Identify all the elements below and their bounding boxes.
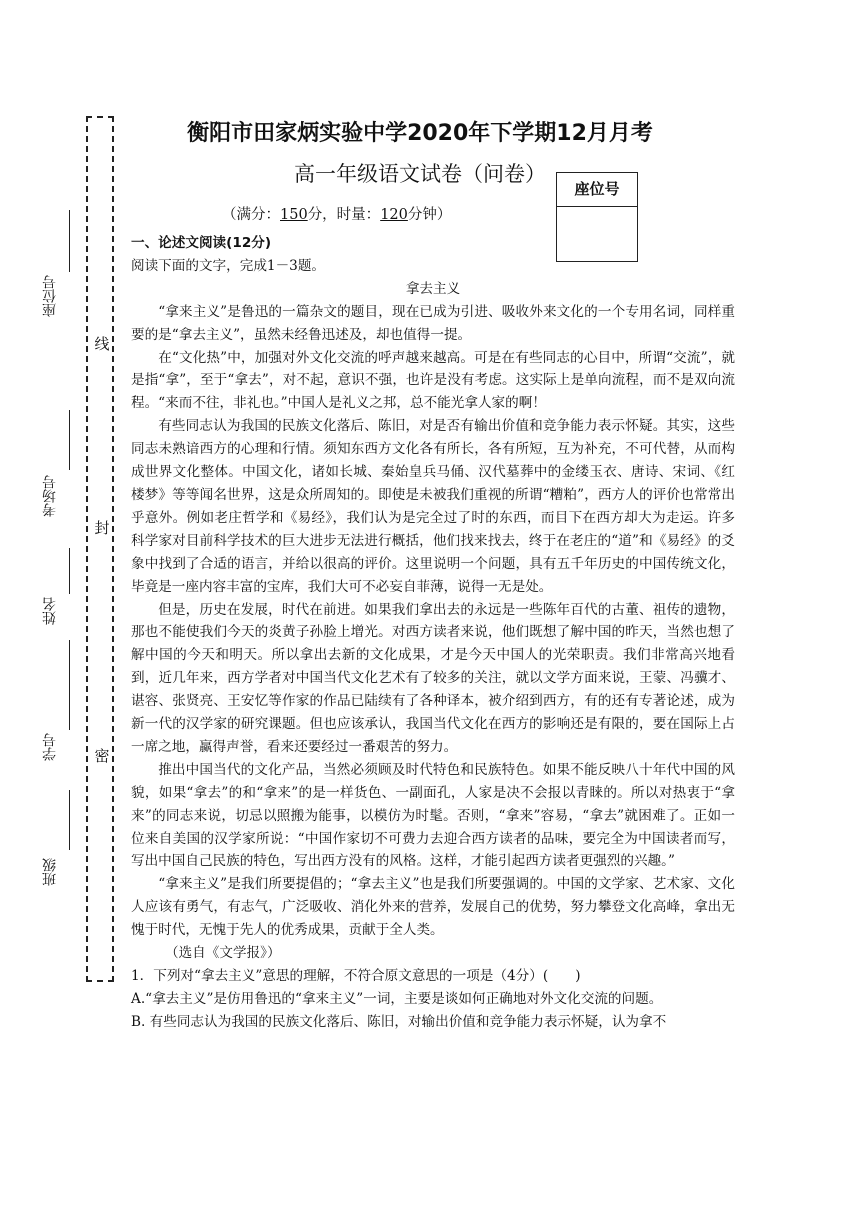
field-seat-number xyxy=(42,210,78,320)
exam-subtitle: 高一年级语文试卷（问卷） xyxy=(294,162,546,186)
class-line xyxy=(69,790,70,850)
article-paragraph: 但是，历史在发展，时代在前进。如果我们拿出去的永远是一些陈年百代的古董、祖传的遗物，那也不能使我们今天的炎黄子孙脸上增光。对西方读者来说，他们既想了解中国的昨天，当然也想了解中国的今天和明天。所以拿出去新的文化成果，才是今天中国人的光荣职责。我们非常高兴地看到，近几年来，西方学者对中国当代文化艺术有了较多的关注，就以文学方面来说，王蒙、冯骥才、谌容、张贤亮、王安忆等作家的作品已陆续有了各种译本，被介绍到西方，有的还有专著论述，成为新一代的汉学家的研究课题。但也应该承认，我国当代文化在西方的影响还是有限的，要在国际上占一席之地，赢得声誉，看来还要经过一番艰苦的努力。 xyxy=(131,601,735,755)
name-line xyxy=(69,548,70,594)
score-time-line xyxy=(222,203,451,224)
article-paragraph: 在“文化热”中，加强对外文化交流的呼声越来越高。可是在有些同志的心目中，所谓“交流”，就是指“拿”，至于“拿去”，对不起，意识不强，也许是没有考虑。这实际上是单向流程，而不是双向流程。“来而不往，非礼也。”中国人是礼义之邦，总不能光拿人家的啊！ xyxy=(131,349,735,412)
seal-char-mi: 密 xyxy=(94,747,110,765)
exam-room-line xyxy=(69,410,70,470)
seal-line-box xyxy=(86,116,114,982)
exam-room-label: 考场号 xyxy=(42,475,58,517)
question-1-option-a: A.“拿去主义”是仿用鲁迅的“拿来主义”一词，主要是谈如何正确地对外文化交流的问题。 xyxy=(131,990,663,1007)
question-1: 1．下列对“拿去主义”意思的理解，不符合原文意思的一项是（4分）( ) xyxy=(131,968,581,984)
field-exam-room xyxy=(42,410,78,522)
reading-instruction: 阅读下面的文字，完成1－3题。 xyxy=(131,257,326,274)
seat-number-line xyxy=(69,210,70,272)
section-reading xyxy=(131,232,735,1034)
score-prefix: （满分： xyxy=(222,207,280,223)
article-title: 拿去主义 xyxy=(405,280,461,297)
article-paragraph: 有些同志认为我国的民族文化落后、陈旧，对是否有输出价值和竞争能力表示怀疑。其实，这些同志未熟谙西方的心理和行情。须知东西方文化各有所长，各有所短，互为补充，不可代替，从而构成世界文化整体。中国文化，诸如长城、秦始皇兵马俑、汉代墓葬中的金缕玉衣、唐诗、宋词、《红楼梦》等等闻名世界，这是众所周知的。即使是未被我们重视的所谓“糟粕”，西方人的评价也常常出乎意外。例如老庄哲学和《易经》，我们认为是完全过了时的东西，而目下在西方却大为走运。许多科学家对目前科学技术的巨大进步无法进行概括，他们找来找去，终于在老庄的“道”和《易经》的爻象中找到了合适的语言，并给以很高的评价。这里说明一个问题，具有五千年历史的中国传统文化，毕竟是一座内容丰富的宝库，我们大可不必妄自菲薄，说得一无是处。 xyxy=(131,418,735,595)
exam-title: 衡阳市田家炳实验中学2020年下学期12月月考 xyxy=(187,121,653,146)
seat-number-label: 座位号 xyxy=(42,275,58,317)
full-score-value: 150 xyxy=(280,207,308,223)
class-label: 班级 xyxy=(42,858,58,886)
seal-char-feng: 封 xyxy=(94,519,110,537)
article-paragraph: “拿来主义”是我们所要提倡的；“拿去主义”也是我们所要强调的。中国的文学家、艺术家、文化人应该有勇气，有志气，广泛吸收、消化外来的营养，发展自己的优势，努力攀登文化高峰，拿出无愧于时代，无愧于先人的优秀成果，贡献于全人类。 xyxy=(131,876,735,939)
field-student-id xyxy=(42,640,78,764)
section-heading: 一、论述文阅读(12分) xyxy=(131,235,272,251)
time-value: 120 xyxy=(380,207,408,223)
seal-char-xian: 线 xyxy=(94,335,110,353)
field-name xyxy=(42,548,78,628)
name-label: 姓名 xyxy=(42,597,58,625)
article-paragraph: 推出中国当代的文化产品，当然必须顾及时代特色和民族特色。如果不能反映八十年代中国的风貌，如果“拿去”的和“拿来”的是一样货色、一副面孔，人家是决不会报以青睐的。所以对热衷于“拿来”的同志来说，切忌以照搬为能事，以模仿为时髦。否则，“拿来”容易，“拿去”就困难了。正如一位来自美国的汉学家所说：“中国作家切不可费力去迎合西方读者的品味，要完全为中国读者而写，写出中国自己民族的特色，写出西方没有的风格。这样，才能引起西方读者更强烈的兴趣。” xyxy=(131,761,735,870)
question-1-option-b: B. 有些同志认为我国的民族文化落后、陈旧，对输出价值和竞争能力表示怀疑，认为拿不 xyxy=(131,1013,667,1030)
seat-number-box-label: 座位号 xyxy=(557,173,637,207)
score-mid: 分，时量： xyxy=(307,207,381,223)
student-id-line xyxy=(69,640,70,730)
student-id-label: 学号 xyxy=(42,733,58,761)
field-class xyxy=(42,790,78,894)
article-source: （选自《文学报》） xyxy=(165,945,281,962)
score-suffix: 分钟） xyxy=(407,207,452,223)
article-paragraph: “拿来主义”是鲁迅的一篇杂文的题目，现在已成为引进、吸收外来文化的一个专用名词，同样重要的是“拿去主义”，虽然未经鲁迅述及，却也值得一提。 xyxy=(131,303,735,343)
